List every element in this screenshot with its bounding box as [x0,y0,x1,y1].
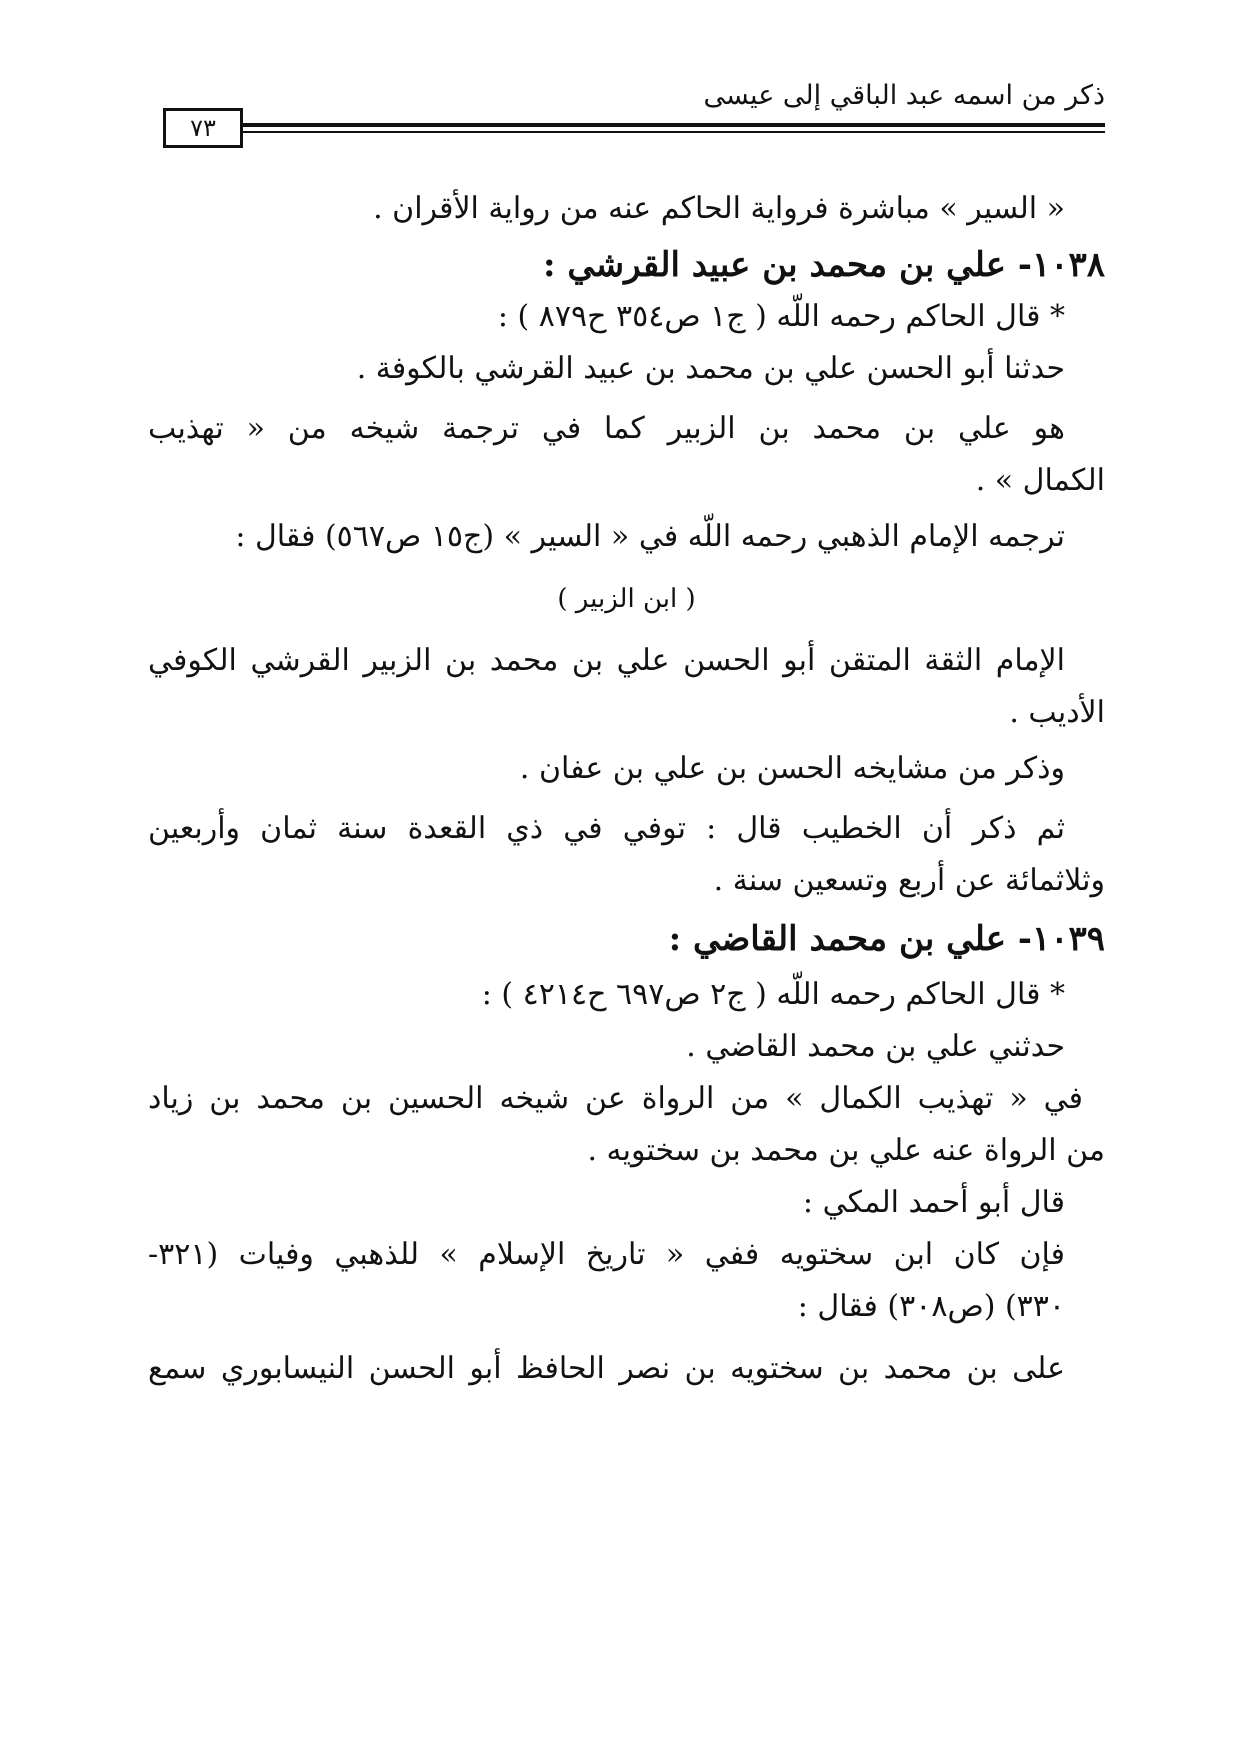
text-line: الإمام الثقة المتقن أبو الحسن علي بن محمد بن الزبير القرشي الكوفي [148,643,1065,678]
text-line: * قال الحاكم رحمه اللّه ( ج١ ص٣٥٤ ح٨٧٩ ) : [497,299,1065,334]
text-line: ٣٣٠) (ص٣٠٨) فقال : [797,1289,1065,1324]
text-line: قال أبو أحمد المكي : [802,1185,1065,1220]
text-line: وذكر من مشايخه الحسن بن علي بن عفان . [519,751,1065,786]
running-title: ذكر من اسمه عبد الباقي إلى عيسى [703,80,1105,111]
text-line: الأديب . [1009,695,1105,730]
text-line: ترجمه الإمام الذهبي رحمه اللّه في « السير » (ج١٥ ص٥٦٧) فقال : [235,519,1065,554]
header-rule-thin [243,131,1105,133]
text-line: في « تهذيب الكمال » من الرواة عن شيخه الحسين بن محمد بن زياد [148,1081,1083,1116]
text-line: وثلاثمائة عن أربع وتسعين سنة . [713,863,1105,898]
text-line: * قال الحاكم رحمه اللّه ( ج٢ ص٦٩٧ ح٤٢١٤ ) : [481,977,1065,1012]
subheading: ( ابن الزبير ) [557,584,696,614]
page-number: ٧٣ [163,108,243,148]
page-body [148,183,1105,1395]
text-line: هو علي بن محمد بن الزبير كما في ترجمة شيخه من « تهذيب [148,411,1065,446]
text-line: « السير » مباشرة فرواية الحاكم عنه من رواية الأقران . [373,191,1065,226]
text-line: فإن كان ابن سختويه ففي « تاريخ الإسلام » للذهبي وفيات (٣٢١- [148,1237,1065,1272]
text-line: من الرواة عنه علي بن محمد بن سختويه . [587,1133,1105,1168]
entry-heading: ١٠٣٩- علي بن محمد القاضي : [668,919,1105,959]
text-line: الكمال » . [975,463,1105,498]
entry-heading: ١٠٣٨- علي بن محمد بن عبيد القرشي : [542,245,1105,285]
text-line: حدثنا أبو الحسن علي بن محمد بن عبيد القرشي بالكوفة . [356,351,1065,386]
header-rule [243,123,1105,127]
text-line: على بن محمد بن سختويه بن نصر الحافظ أبو الحسن النيسابوري سمع [148,1351,1065,1386]
text-line: ثم ذكر أن الخطيب قال : توفي في ذي القعدة سنة ثمان وأربعين [148,811,1065,846]
text-line: حدثني علي بن محمد القاضي . [686,1029,1065,1064]
